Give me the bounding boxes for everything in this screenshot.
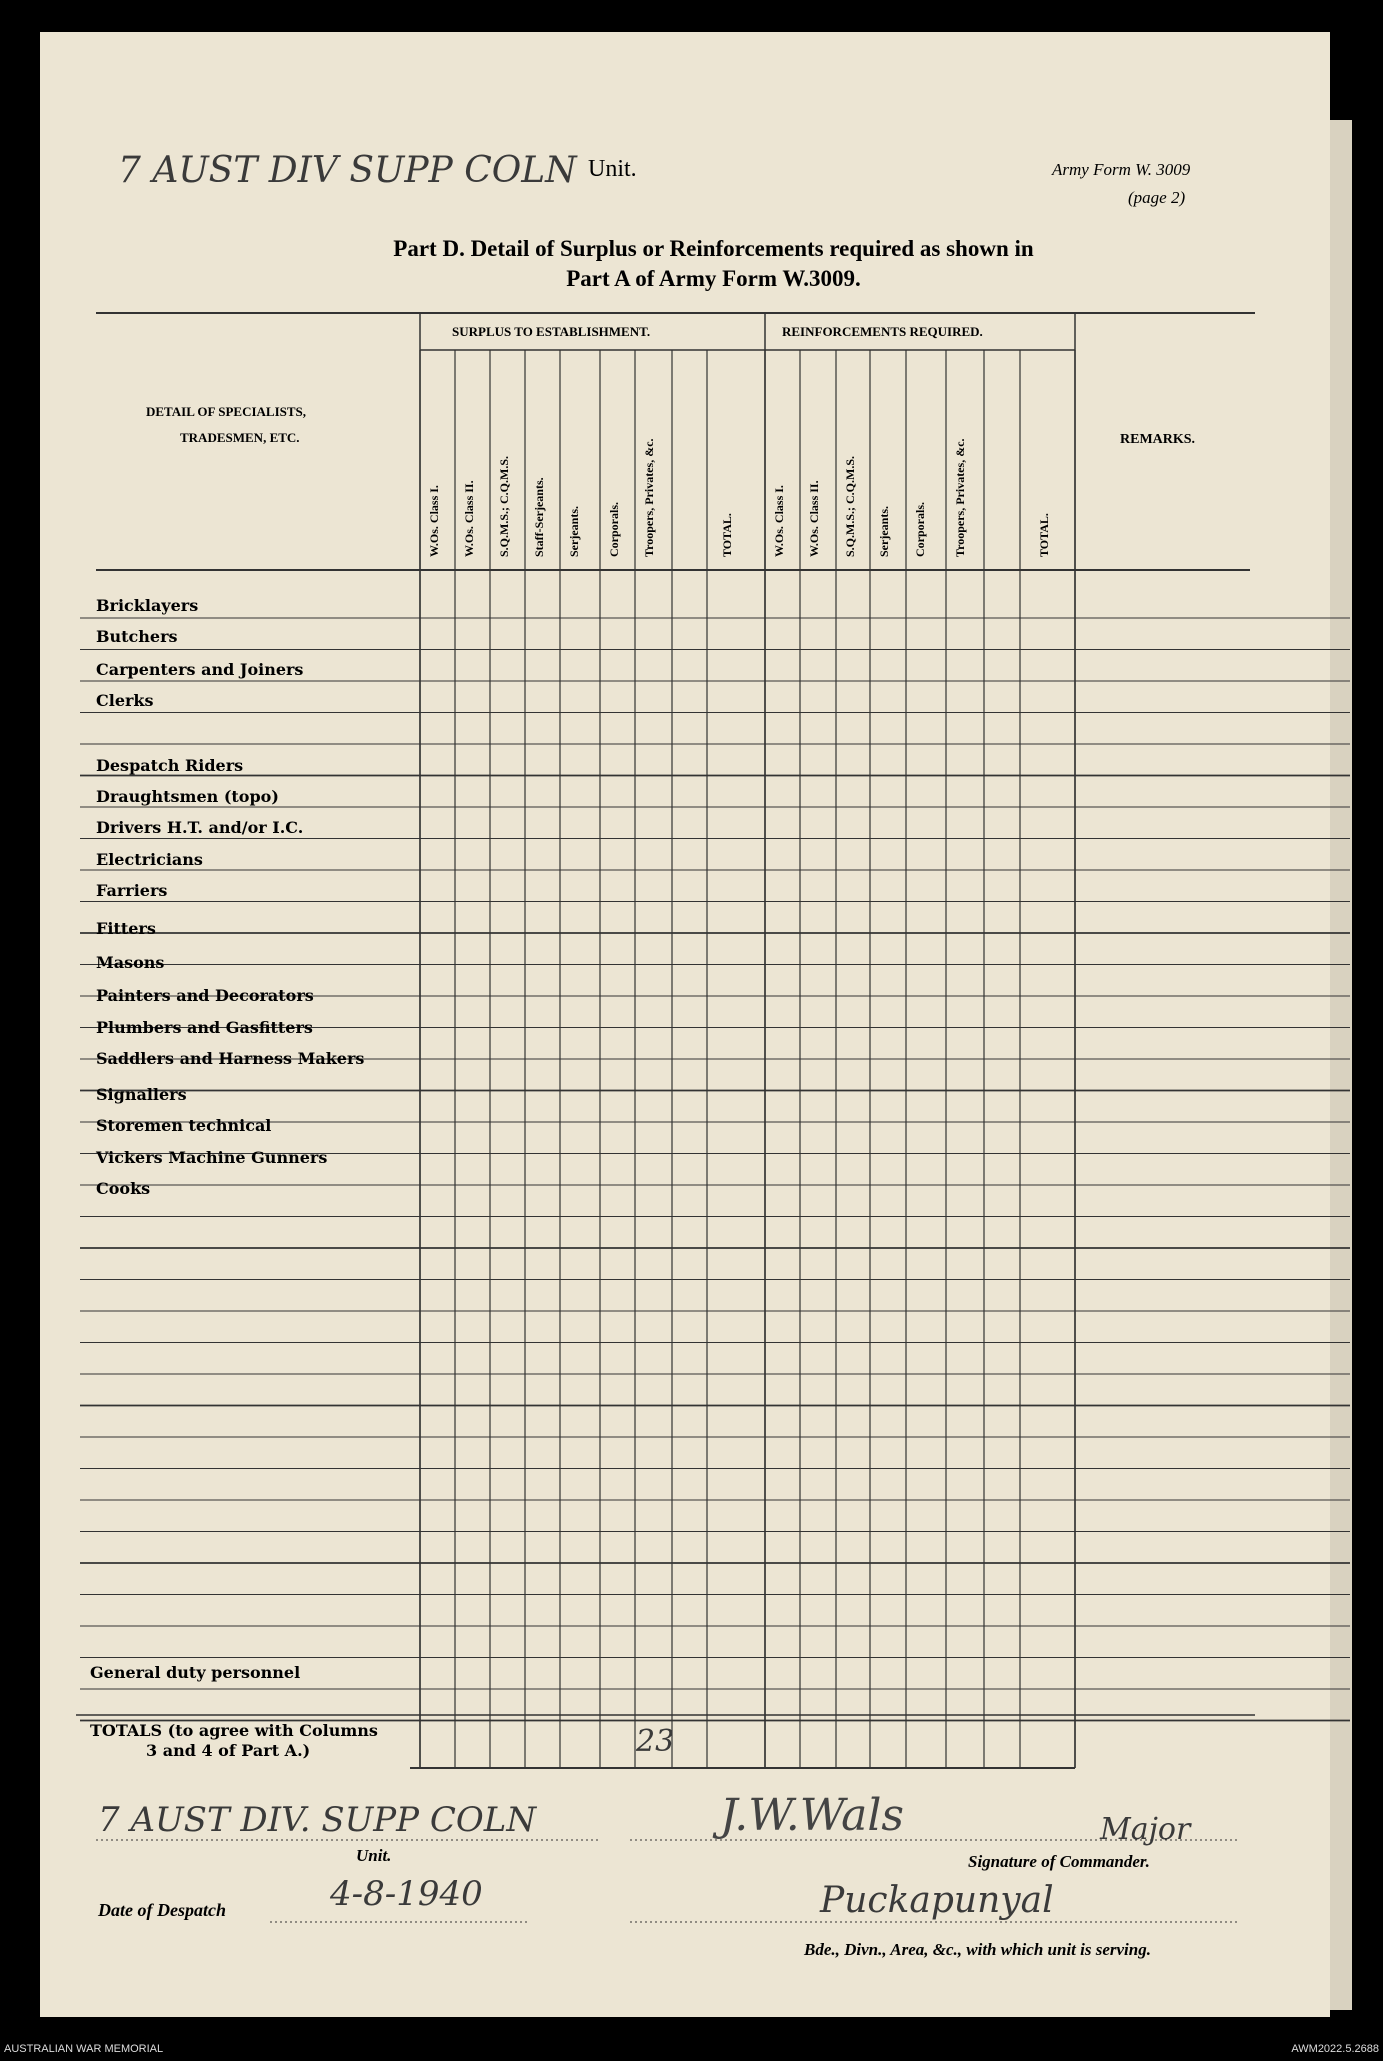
remarks-header: REMARKS. <box>1120 432 1196 447</box>
detail-header-line1: DETAIL OF SPECIALISTS, <box>146 404 307 419</box>
row-label: Electricians <box>96 850 203 869</box>
totals-label-line2: 3 and 4 of Part A.) <box>146 1741 311 1760</box>
unit-handwritten: 7 AUST DIV SUPP COLN <box>118 150 577 191</box>
unit-suffix: Unit. <box>588 156 637 182</box>
reinforcements-col-header: Corporals. <box>913 502 927 557</box>
totals-handwritten: 23 <box>636 1724 675 1759</box>
surplus-col-header: Staff-Serjeants. <box>532 477 546 557</box>
serving-handwritten: Puckapunyal <box>820 1880 1054 1921</box>
general-duty-label: General duty personnel <box>90 1663 301 1682</box>
reinforcements-col-header: Troopers, Privates, &c. <box>953 438 967 557</box>
row-label: Signallers <box>96 1085 187 1104</box>
rank-handwritten: Major <box>1100 1812 1191 1847</box>
reinforcements-header: REINFORCEMENTS REQUIRED. <box>782 324 983 339</box>
signature-label: Signature of Commander. <box>968 1852 1150 1871</box>
row-label: Cooks <box>96 1179 151 1198</box>
row-label: Draughtsmen (topo) <box>96 787 279 806</box>
detail-header-line2: TRADESMEN, ETC. <box>180 430 300 445</box>
form-title-line2: Part A of Army Form W.3009. <box>566 266 861 291</box>
date-handwritten: 4-8-1940 <box>330 1874 483 1914</box>
row-label: Plumbers and Gasfitters <box>96 1018 313 1037</box>
page-reference: (page 2) <box>1128 188 1186 207</box>
row-label: Drivers H.T. and/or I.C. <box>96 818 304 837</box>
row-label: Farriers <box>96 881 168 900</box>
reinforcements-col-header: TOTAL. <box>1037 513 1051 557</box>
row-label: Clerks <box>96 691 154 710</box>
surplus-col-header: Serjeants. <box>567 506 581 557</box>
reinforcements-col-header: W.Os. Class II. <box>807 480 821 557</box>
row-label: Bricklayers <box>96 596 199 615</box>
row-label: Despatch Riders <box>96 756 244 775</box>
surplus-col-header: TOTAL. <box>720 513 734 557</box>
row-label: Butchers <box>96 627 178 646</box>
commander-signature: J.W.Wals <box>720 1790 905 1841</box>
serving-label: Bde., Divn., Area, &c., with which unit is serving. <box>804 1940 1151 1959</box>
totals-label-line1: TOTALS (to agree with Columns <box>90 1721 378 1740</box>
reinforcements-col-header: S.Q.M.S.; C.Q.M.S. <box>843 455 857 557</box>
surplus-col-header: W.Os. Class I. <box>427 485 441 557</box>
footer-unit-handwritten: 7 AUST DIV. SUPP COLN <box>98 1800 537 1840</box>
row-label: Storemen technical <box>96 1116 272 1135</box>
date-label: Date of Despatch <box>98 1900 226 1920</box>
surplus-header: SURPLUS TO ESTABLISHMENT. <box>452 324 651 339</box>
form-title-line1: Part D. Detail of Surplus or Reinforcements required as shown in <box>393 236 1034 261</box>
reinforcements-col-header: W.Os. Class I. <box>772 485 786 557</box>
form-reference: Army Form W. 3009 <box>1052 160 1191 179</box>
row-label: Fitters <box>96 919 156 938</box>
surplus-col-header: Corporals. <box>607 502 621 557</box>
row-label: Painters and Decorators <box>96 986 314 1005</box>
surplus-col-header: W.Os. Class II. <box>462 480 476 557</box>
surplus-col-header: Troopers, Privates, &c. <box>642 438 656 557</box>
row-label: Vickers Machine Gunners <box>96 1148 328 1167</box>
row-label: Carpenters and Joiners <box>96 660 304 679</box>
footer-unit-label: Unit. <box>356 1846 392 1865</box>
row-label: Masons <box>96 953 165 972</box>
row-label: Saddlers and Harness Makers <box>96 1049 365 1068</box>
archive-label-right: AWM2022.5.2688 <box>1291 2043 1379 2055</box>
surplus-col-header: S.Q.M.S.; C.Q.M.S. <box>497 455 511 557</box>
reinforcements-col-header: Serjeants. <box>877 506 891 557</box>
archive-label-left: AUSTRALIAN WAR MEMORIAL <box>4 2043 164 2055</box>
